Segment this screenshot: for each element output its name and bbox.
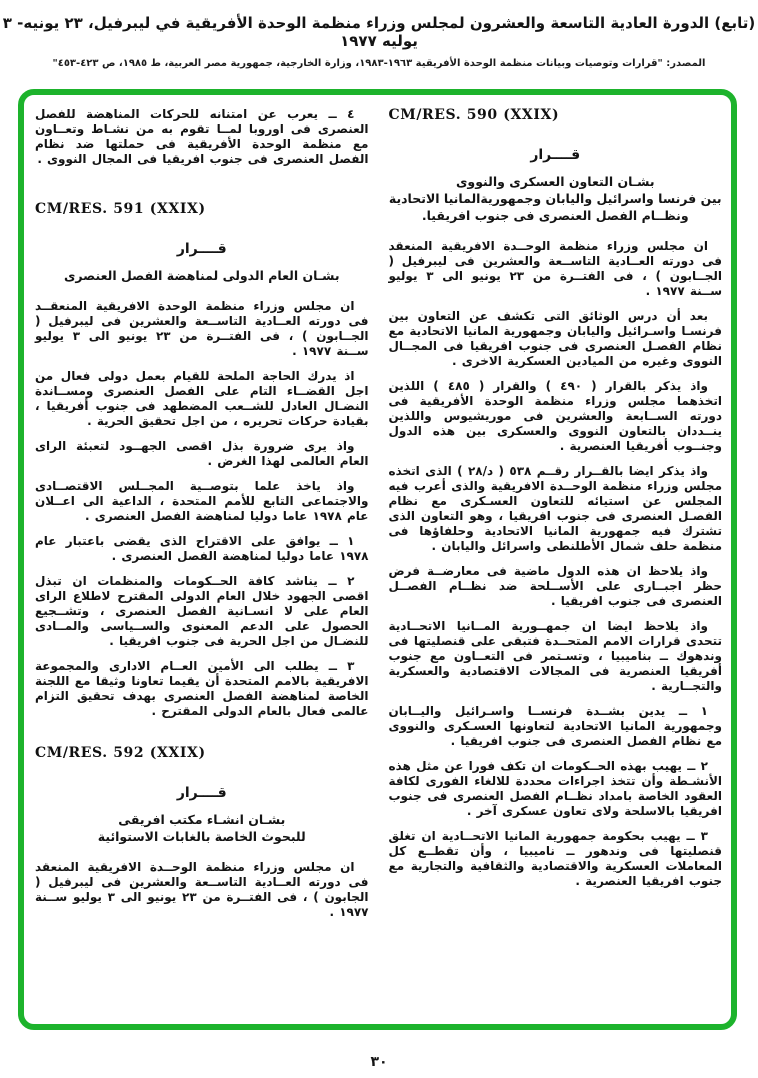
- resolution-subtitle-590-line3: ونظــام الفصل العنصرى فى جنوب افريقيا.: [421, 208, 689, 223]
- paragraph: ان مجلس وزراء منظمة الوحــدة الافريقية المنعقد فى دورته العــادية التاســعة والعشرين فى ليبرفيل ( الجابون ) ، فى الفتــرة من ٢٣ يونيو الى ٣ يوليو ســنة ١٩٧٧ .: [35, 860, 369, 919]
- source-citation: المصدر: "قرارات وتوصيات وبيانات منظمة الوحدة الأفريقية ١٩٦٣-١٩٨٣، وزارة الخارجية، جمهورية مصر العربية، ط ١٩٨٥، ص ٤٢٣-٤٥٣": [52, 58, 706, 69]
- paragraph: واذ يلاحظ ايضا ان جمهــورية المــانيا الاتحــادية تتحدى قرارات الامم المتحــدة فتبقى على قنصليتها فى وندهوك ــ بناميبيا ، وتسـتمر فى التعــاون مع جنوب أفريقيا العنصرية فى المجالات الاقتصادية والعسكرية والتجــارية .: [388, 619, 722, 693]
- document-frame: [18, 89, 737, 1030]
- page-number: ٣٠: [370, 1054, 388, 1070]
- paragraph: ان مجلس وزراء منظمة الوحــدة الافريقية المنعقد فى دورته العــادية التاســعة والعشرين فى ليبرفيل ( الجــابون ) ، فى الفتــرة من ٢٣ يونيو الى ٣ يوليو ســنة ١٩٧٧ .: [388, 239, 722, 298]
- paragraph: بعد أن درس الوثائق التى تكشف عن التعاون بين فرنسـا واسـرائيل واليابان وجمهورية المانيا الاتحادية مع نظام الفصـل العنصرى فى جنوب افريقيا فى المجــال النووى وغيره من الميادين العسكرية الاخرى .: [388, 309, 722, 368]
- paragraph: ان مجلس وزراء منظمة الوحدة الافريقية المنعقــد فى دورته العــادية التاســعة والعشرين فى ليبرفيل ( الجــابون ) ، فى الفتــرة من ٢٣ يونيو الى ٣ يوليو ســنة ١٩٧٧ .: [35, 299, 369, 358]
- paragraph: ٣ ــ يهيب بحكومة جمهورية المانيا الاتحــادية ان تغلق قنصليتها فى وندهور ــ ناميبيا ، وأن تقطــع كل المعاملات العسكرية والاقتصادية والثقافية والتجارية مع جنوب افريقيا العنصرية .: [388, 829, 722, 888]
- resolution-subtitle-590-line1: بشـان التعاون العسكرى والنووى: [455, 174, 655, 189]
- paragraph: واذ يلاحظ ان هذه الدول ماضية فى معارضــة فرض حظر اجبــارى على الأســلحة ضد نظــام الفصــل العنصرى فى جنوب افريقيا .: [388, 564, 722, 608]
- resolution-id-591: CM/RES. 591 (XXIX): [35, 201, 206, 217]
- paragraph: واذ يذكر ايضا بالقــرار رقــم ٥٣٨ ( د/٢٨ ) الذى اتخذه مجلس وزراء منظمة الوحــدة الافريقية والذى أعرب فيه المجلس عن استيائه للتعاون العسـكرى مع نظام الفصـل العنصرى فى جنوب افريقيا ، وهو التعاون الذى تشترك فيه جمهورية المانيا الاتحادية وحلفاؤها فى منظمة حلف شمال الأطلنطى واسرائل واليابان .: [388, 464, 722, 553]
- resolution-subtitle-591: بشـان العام الدولى لمناهضة الفصل العنصرى: [63, 268, 340, 283]
- paragraph-res590-item4: ٤ ــ يعرب عن امتنانه للحركات المناهضة للفصل العنصرى فى اوروبا لمــا تقوم به من نشـاط وتعــاون مع منظمة الوحدة الأفريقية فى حملتها ضد نظام الفصل العنصرى فى جنوب افريقيا فى المجال النووى .: [35, 107, 369, 166]
- paragraph: ٢ ــ يهيب بهذه الحــكومات ان تكف فورا عن مثل هذه الأنشـطة وأن تتخذ اجراءات محددة للالغاء الفورى لكافة العقود الخاصة بامداد نظــام الفصل العنصرى فى جنوب افريقيا بالاسلحة ولاى تعاون عسكرى آخر .: [388, 759, 722, 818]
- decree-heading-592: قــــرار: [176, 785, 227, 801]
- resolution-id-590: CM/RES. 590 (XXIX): [388, 107, 560, 123]
- resolution-subtitle-592-line1: بشـان انشـاء مكتب افريقى: [118, 812, 286, 827]
- resolution-subtitle-590-line2: بين فرنسا واسرائيل واليابان وجمهوريةالمانيا الاتحادية: [388, 191, 722, 206]
- left-column: [35, 105, 369, 1016]
- decree-heading-590: قــــرار: [530, 147, 581, 163]
- resolution-id-592: CM/RES. 592 (XXIX): [35, 745, 206, 761]
- session-title: (تابع) الدورة العادية التاسعة والعشرون لمجلس وزراء منظمة الوحدة الأفريقية في ليبرفيل، ٢٣ يونيه- ٣ يوليه ١٩٧٧: [2, 14, 756, 50]
- paragraph: ٣ ــ يطلب الى الأمين العــام الادارى والمجموعة الافريقية بالامم المتحدة أن يقيما تعاونا وثيقا مع اللجنة الخاصة لمناهضة الفصل العنصرى بهدف تحقيق التزام عالمى فعال بالعام الدولى المقترح .: [35, 659, 369, 718]
- paragraph: ٢ ــ يناشد كافة الحــكومات والمنظمات ان تبذل اقصى الجهود خلال العام الدولى المقترح لاطلاع الراى العام على لا انسـانية الفصل العنصرى ، وتشــجيع الحصول على الدعم المعنوى والســياسى والمــادى للنضـال من اجل الحرية فى جنوب افريقيا .: [35, 574, 369, 648]
- decree-heading-591: قــــرار: [176, 241, 227, 257]
- right-column: [389, 105, 723, 1016]
- paragraph: واذ يذكر بالقرار ( ٤٩٠ ) والقرار ( ٤٨٥ ) اللذين اتخذهما مجلس وزراء منظمة الوحدة الأفريقية فى دورته الســابعة والعشرين فى موريشيوس واللذين ينــددان بالتعاون النووى والعسكرى بين هذه الدول وجنــوب أفريقيا العنصرية .: [388, 379, 722, 453]
- paragraph: واذ يرى ضرورة بذل اقصى الجهــود لتعبئة الراى العام العالمى لهذا الغرض .: [35, 439, 369, 468]
- paragraph: ١ ــ يدين بشــدة فرنســا واسـرائيل واليــابان وجمهورية المانيا الاتحادية لتعاونها العسـكرى والنووى مع نظام الفصل العنصرى فى جنوب افريقيا .: [388, 704, 722, 748]
- paragraph: ١ ــ يوافق على الاقتراح الذى يقضى باعتبار عام ١٩٧٨ عاما دوليا لمناهضة الفصل العنصرى .: [35, 534, 369, 563]
- resolution-subtitle-592-line2: للبحوث الخاصة بالغابات الاستوائية: [97, 829, 306, 844]
- paragraph: واذ ياخذ علما بتوصــية المجــلس الاقتصــادى والاجتماعى التابع للأمم المتحدة ، الداعية الى اعــلان عام ١٩٧٨ عاما دوليا لمناهضة الفصل العنصرى .: [35, 479, 369, 523]
- paragraph: اذ يدرك الحاجة الملحة للقيام بعمل دولى فعال من اجل القضــاء التام على الفصل العنصرى ومســاندة النضـال العادل للشــعب المضطهد فى جنوب أفريقيا ، بقيادة حركات تحريره ، من اجل تحقيق الحرية .: [35, 369, 369, 428]
- page-header: [0, 14, 758, 69]
